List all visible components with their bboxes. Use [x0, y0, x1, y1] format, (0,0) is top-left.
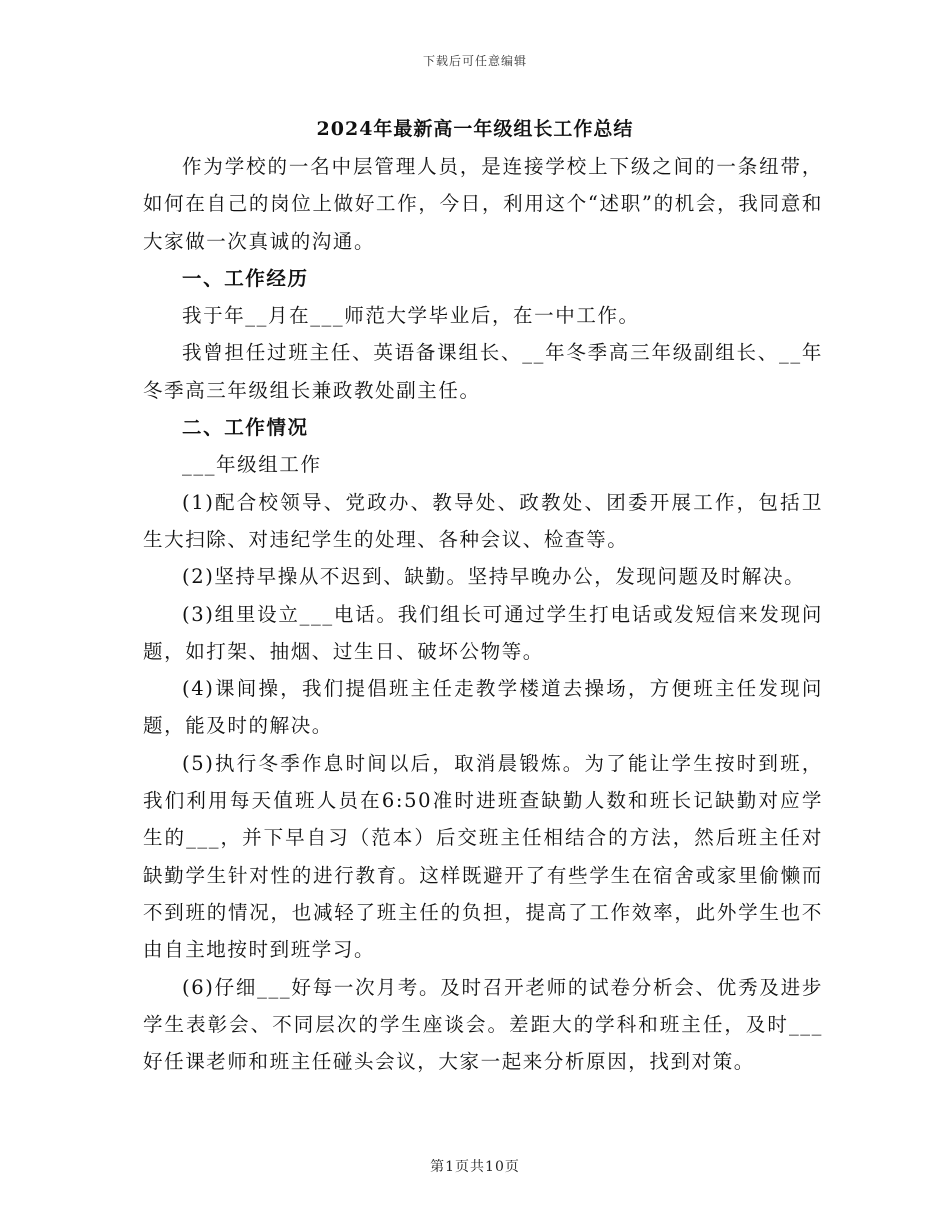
section-heading: 一、工作经历: [182, 266, 309, 290]
paragraph: 作为学校的一名中层管理人员，是连接学校上下级之间的一条纽带，如何在自己的岗位上做好工作，今日，利用这个“述职”的机会，我同意和大家做一次真诚的沟通。: [143, 155, 823, 253]
paragraph: 我于年__月在___师范大学毕业后，在一中工作。: [182, 304, 640, 328]
paragraph: 我曾担任过班主任、英语备课组长、__年冬季高三年级副组长、__年冬季高三年级组长兼政教处副主任。: [143, 341, 823, 402]
list-item: (5)执行冬季作息时间以后，取消晨锻炼。为了能让学生按时到班，我们利用每天值班人员在6:50准时进班查缺勤人数和班长记缺勤对应学生的___，并下早自习（范本）后交班主任相结合的方法，然后班主任对缺勤学生针对性的进行教育。这样既避开了有些学生在宿舍或家里偷懒而不到班的情况，也减轻了班主任的负担，提高了工作效率，此外学生也不由自主地按时到班学习。: [143, 751, 823, 962]
list-item: (3)组里设立___电话。我们组长可通过学生打电话或发短信来发现问题，如打架、抽烟、过生日、破坏公物等。: [143, 602, 823, 663]
list-item: (4)课间操，我们提倡班主任走教学楼道去操场，方便班主任发现问题，能及时的解决。: [143, 677, 823, 738]
list-item: (2)坚持早操从不迟到、缺勤。坚持早晚办公，发现问题及时解决。: [182, 565, 806, 589]
section-heading: 二、工作情况: [182, 416, 309, 440]
page-number: 第1页共10页: [430, 1159, 520, 1175]
list-item: (6)仔细___好每一次月考。及时召开老师的试卷分析会、优秀及进步学生表彰会、不同层次的学生座谈会。差距大的学科和班主任，及时___好任课老师和班主任碰头会议，大家一起来分析原因，找到对策。: [143, 975, 824, 1074]
document-body: [143, 148, 823, 1080]
paragraph: ___年级组工作: [182, 453, 322, 477]
page-header-note: 下载后可任意编辑: [422, 54, 527, 68]
list-item: (1)配合校领导、党政办、教导处、政教处、团委开展工作，包括卫生大扫除、对违纪学生的处理、各种会议、检查等。: [143, 490, 823, 551]
document-title: 2024年最新高一年级组长工作总结: [316, 118, 634, 140]
